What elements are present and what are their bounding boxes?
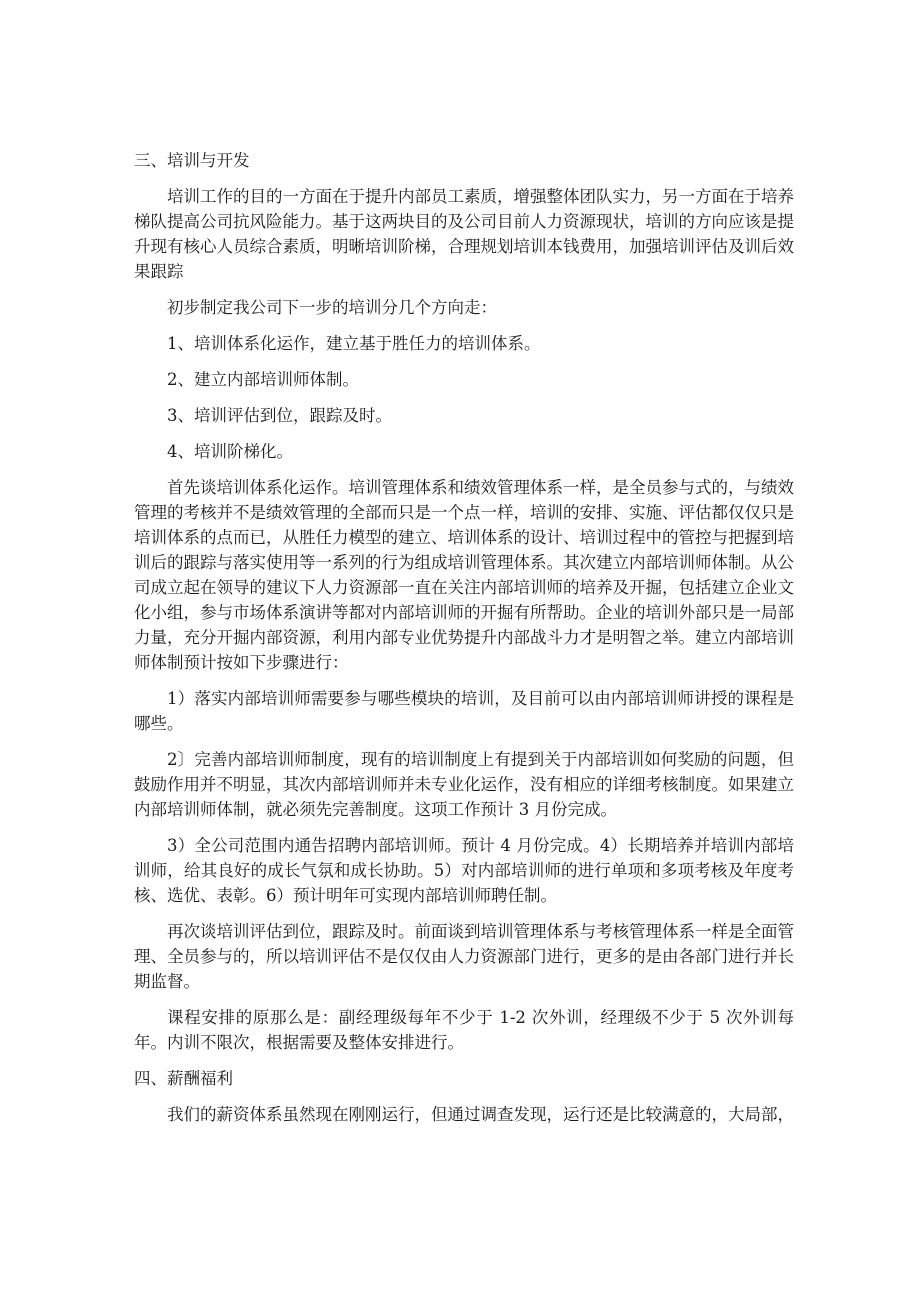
section-heading-training: 三、培训与开发 (134, 151, 250, 170)
direction-item: 3、培训评估到位，跟踪及时。 (167, 406, 392, 425)
training-system-paragraph: 首先谈培训体系化运作。培训管理体系和绩效管理体系一样，是全员参与式的，与绩效管理的考核并不是绩效管理的全部而只是一个点一样，培训的安排、实施、评估都仅仅只是培训体系的点而已，从胜任力模型的建立、培训体系的设计、培训过程中的管控与把握到培训后的跟踪与落实使用等一系列的行为组成培训管理体系。其次建立内部培训师体制。从公司成立起在领导的建议下人力资源部一直在关注内部培训师的培养及开掘，包括建立企业文化小组，参与市场体系演讲等都对内部培训师的开掘有所帮助。企业的培训外部只是一局部力量，充分开掘内部资源，利用内部专业优势提升内部战斗力才是明智之举。建立内部培训师体制预计按如下步骤进行： (134, 478, 794, 672)
training-intro-paragraph: 培训工作的目的一方面在于提升内部员工素质，增强整体团队实力，另一方面在于培养梯队提高公司抗风险能力。基于这两块目的及公司目前人力资源现状，培训的方向应该是提升现有核心人员综合素质，明晰培训阶梯，合理规划培训本钱费用，加强培训评估及训后效果跟踪 (134, 187, 794, 281)
course-arrangement-paragraph: 课程安排的原那么是：副经理级每年不少于 1-2 次外训，经理级不少于 5 次外训每年。内训不限次，根据需要及整体安排进行。 (134, 1008, 794, 1052)
direction-item: 4、培训阶梯化。 (167, 442, 293, 461)
section-heading-compensation: 四、薪酬福利 (134, 1069, 233, 1088)
trainer-step-paragraph: 2〕完善内部培训师制度，现有的培训制度上有提到关于内部培训如何奖励的问题，但鼓励作用并不明显，其次内部培训师并未专业化运作，没有相应的详细考核制度。如果建立内部培训师体制，就必须先完善制度。这项工作预计 3 月份完成。 (134, 750, 794, 819)
trainer-step-paragraph: 3）全公司范围内通告招聘内部培训师。预计 4 月份完成。4）长期培养并培训内部培训师，给其良好的成长气氛和成长协助。5）对内部培训师的进行单项和多项考核及年度考核、选优、表彰。6）预计明年可实现内部培训师聘任制。 (134, 836, 794, 905)
trainer-step-paragraph: 1）落实内部培训师需要参与哪些模块的培训，及目前可以由内部培训师讲授的课程是哪些。 (134, 689, 794, 733)
compensation-intro-paragraph: 我们的薪资体系虽然现在刚刚运行，但通过调查发现，运行还是比较满意的，大局部， (167, 1105, 794, 1124)
direction-item: 2、建立内部培训师体制。 (167, 370, 359, 389)
evaluation-paragraph: 再次谈培训评估到位，跟踪及时。前面谈到培训管理体系与考核管理体系一样是全面管理、全员参与的，所以培训评估不是仅仅由人力资源部门进行，更多的是由各部门进行并长期监督。 (134, 922, 794, 991)
directions-intro-paragraph: 初步制定我公司下一步的培训分几个方向走： (167, 298, 497, 317)
direction-item: 1、培训体系化运作，建立基于胜任力的培训体系。 (167, 334, 541, 353)
document-page (134, 148, 794, 1138)
